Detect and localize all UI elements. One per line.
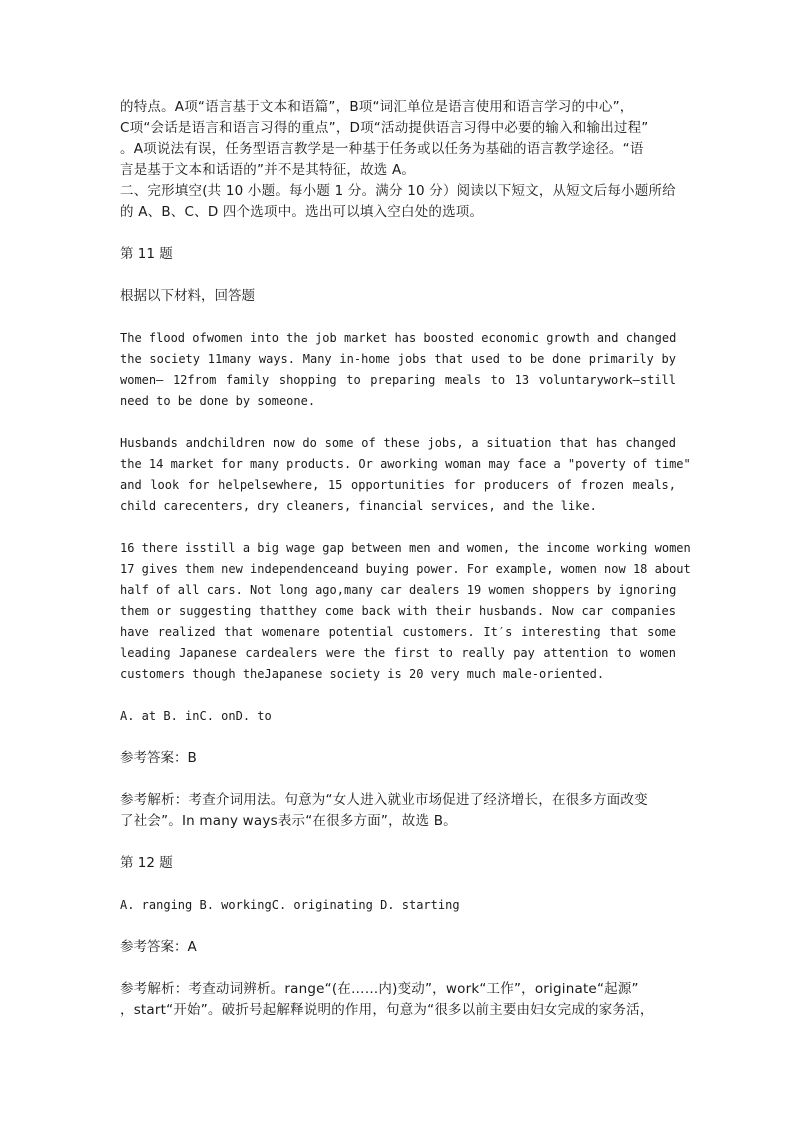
intro-line: 的特点。A项“语言基于文本和语篇”，B项“词汇单位是语言使用和语言学习的中心”， (120, 99, 634, 115)
passage-line: customers though theJapanese society is 20 very much male-oriented. (120, 667, 605, 681)
question-11-answer (120, 748, 676, 769)
question-12-analysis (120, 979, 676, 1021)
passage-line: Husbands andchildren now do some of these jobs, a situation that has changed (120, 436, 676, 450)
section-heading-line: 二、完形填空(共 10 小题。每小题 1 分。满分 10 分）阅读以下短文，从短文后每小题所给 (120, 183, 676, 199)
passage-paragraph-1 (120, 328, 676, 412)
answer-label: 参考答案： (120, 750, 188, 766)
intro-line: 言是基于文本和话语的”并不是其特征，故选 A。 (120, 162, 416, 178)
question-11-title: 第 11 题 (120, 246, 173, 262)
passage-line: them or suggesting thatthey come back with their husbands. Now car companies (120, 604, 676, 618)
passage-line: the society 11many ways. Many in-home jobs that used to be done primarily by (120, 352, 676, 366)
question-11-instruction: 根据以下材料，回答题 (120, 288, 255, 304)
passage-line: women— 12from family shopping to preparing meals to 13 voluntarywork—still (120, 373, 676, 387)
passage-line: the 14 market for many products. Or aworking woman may face a "poverty of time" (120, 457, 691, 471)
intro-line: C项“会话是语言和语言习得的重点”，D项“活动提供语言习得中必要的输入和输出过程” (120, 120, 649, 136)
question-12-title: 第 12 题 (120, 855, 173, 871)
passage-line: and look for helpelsewhere, 15 opportunities for producers of frozen meals, (120, 478, 676, 492)
analysis-line: 了社会”。In many ways表示“在很多方面”，故选 B。 (120, 813, 457, 829)
passage-line: half of all cars. Not long ago,many car dealers 19 women shoppers by ignoring (120, 583, 677, 597)
answer-value: A (187, 939, 197, 955)
question-12-answer (120, 937, 676, 958)
passage-paragraph-2 (120, 433, 691, 517)
intro-line: 。A项说法有误，任务型语言教学是一种基于任务或以任务为基础的语言教学途径。“语 (120, 141, 644, 157)
passage-line: need to be done by someone. (120, 394, 316, 408)
question-12-options: A. ranging B. workingC. originating D. starting (120, 898, 460, 912)
section-heading-line: 的 A、B、C、D 四个选项中。选出可以填入空白处的选项。 (120, 204, 484, 220)
passage-line: leading Japanese cardealers were the first to really pay attention to women (120, 646, 676, 660)
analysis-line: 参考解析：考查动词辨析。range“(在……内)变动”，work“工作”，originate“起源” (120, 981, 639, 997)
answer-value: B (187, 750, 197, 766)
intro-paragraph (120, 97, 676, 223)
answer-label: 参考答案： (120, 939, 188, 955)
analysis-line: ，start“开始”。破折号起解释说明的作用，句意为“很多以前主要由妇女完成的家务活， (120, 1002, 654, 1018)
analysis-line: 参考解析：考查介词用法。句意为“女人进入就业市场促进了经济增长，在很多方面改变 (120, 792, 648, 808)
passage-line: The flood ofwomen into the job market has boosted economic growth and changed (120, 331, 677, 345)
question-11-analysis (120, 790, 676, 832)
passage-paragraph-3 (120, 538, 691, 685)
document-page (120, 97, 691, 1021)
question-11-options: A. at B. inC. onD. to (120, 709, 272, 723)
passage-line: 16 there isstill a big wage gap between men and women, the income working women (120, 541, 691, 555)
passage-line: have realized that womenare potential customers. It′s interesting that some (120, 625, 676, 639)
passage-line: child carecenters, dry cleaners, financial services, and the like. (120, 499, 597, 513)
passage-line: 17 gives them new independenceand buying power. For example, women now 18 about (120, 562, 691, 576)
